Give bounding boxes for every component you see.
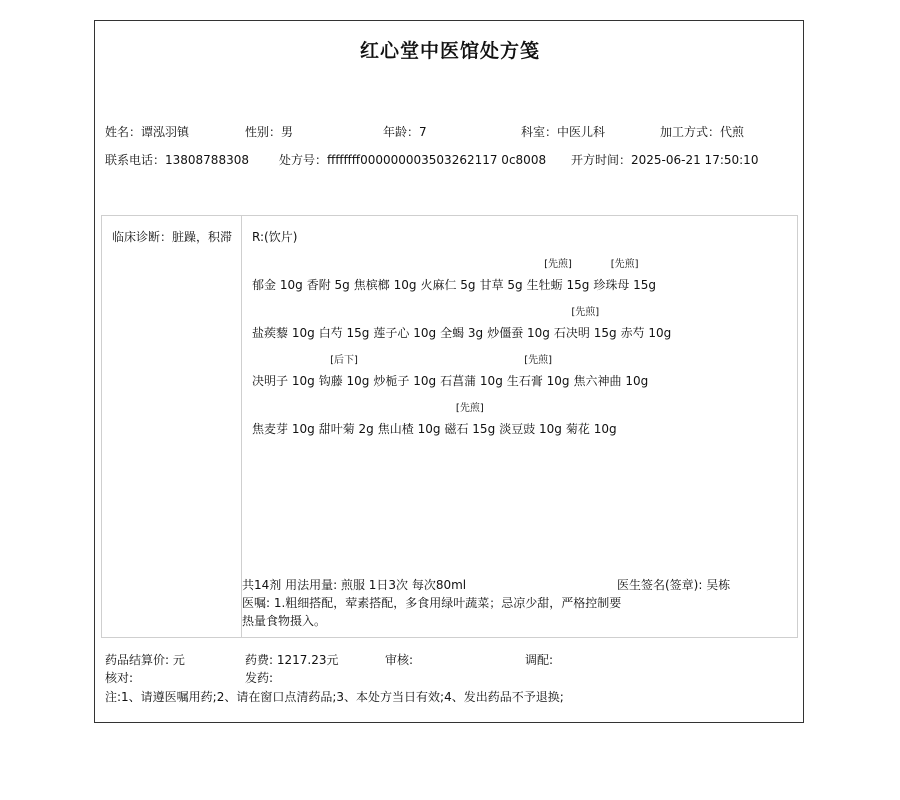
herb-row <box>252 355 652 389</box>
herb-item: 焦槟榔 10g <box>353 278 417 292</box>
document-title: 红心堂中医馆处方笺 <box>359 40 540 62</box>
processing-method: 加工方式：代煎 <box>660 125 745 139</box>
drug-fee: 药费: 1217.23元 <box>245 653 339 667</box>
usage-dosage: 共14剂 用法用量: 煎服 1日3次 每次80ml <box>242 578 467 592</box>
herb-item: 甜叶菊 2g <box>318 422 374 436</box>
herb-prep-note: [先煎] <box>524 355 553 366</box>
department: 科室：中医儿科 <box>521 125 606 139</box>
patient-name: 姓名：谭泓羽镇 <box>105 125 190 139</box>
herb-item: 钩藤 10g [后下] <box>319 372 370 389</box>
dispense-label: 调配: <box>525 653 554 667</box>
herb-item: 火麻仁 5g <box>420 278 476 292</box>
herb-prep-note: [先煎] <box>610 259 639 270</box>
herb-row <box>252 307 675 341</box>
patient-age: 年龄：7 <box>383 125 427 139</box>
herb-prep-note: [先煎] <box>455 403 484 414</box>
herb-item: 石决明 15g [先煎] <box>554 324 617 341</box>
column-divider <box>241 216 242 637</box>
footer-notes: 注:1、请遵医嘱用药;2、请在窗口点清药品;3、本处方当日有效;4、发出药品不予退换; <box>105 690 564 704</box>
herb-item: 全蝎 3g <box>440 326 484 340</box>
herb-item: 炒僵蚕 10g <box>487 326 550 340</box>
herb-item: 郁金 10g <box>252 278 303 292</box>
prescription-time: 开方时间：2025-06-21 17:50:10 <box>571 153 759 167</box>
medical-advice: 医嘱: 1.粗细搭配，荤素搭配，多食用绿叶蔬菜；忌凉少甜，严格控制要热量食物摄入。 <box>242 596 622 628</box>
review-label: 审核: <box>385 653 414 667</box>
rx-header: R:(饮片) <box>252 230 298 244</box>
herb-row <box>252 259 660 293</box>
herb-item: 焦麦芽 10g <box>252 422 315 436</box>
herb-item: 菊花 10g <box>565 422 617 436</box>
herb-item: 石菖蒲 10g <box>440 374 503 388</box>
herb-prep-note: [后下] <box>330 355 358 366</box>
contact-phone: 联系电话：13808788308 <box>105 153 249 167</box>
prescription-number: 处方号：ffffffff000000003503262117 0c8008 <box>279 153 547 167</box>
herb-prep-note: [先煎] <box>571 307 600 318</box>
herb-item: 甘草 5g <box>479 278 523 292</box>
check-label: 核对: <box>105 671 134 685</box>
clinical-diagnosis: 临床诊断：脏躁，积滞 <box>112 230 233 244</box>
settlement-price: 药品结算价: 元 <box>105 653 185 667</box>
herb-item: 焦山楂 10g <box>377 422 441 436</box>
herb-item: 磁石 15g [先煎] <box>444 420 495 437</box>
herb-prep-note: [先煎] <box>544 259 572 270</box>
herb-item: 生石膏 10g [先煎] <box>507 372 570 389</box>
herb-item: 赤芍 10g <box>620 326 672 340</box>
herb-item: 炒栀子 10g <box>373 374 437 388</box>
patient-gender: 性别：男 <box>245 125 294 139</box>
herb-item: 莲子心 10g <box>373 326 437 340</box>
doctor-signature: 医生签名(签章): 吴栋 <box>617 578 731 592</box>
herb-row <box>252 403 621 437</box>
herb-item: 香附 5g <box>306 278 350 292</box>
herb-item: 白芍 15g <box>318 326 370 340</box>
herb-item: 珍珠母 15g [先煎] <box>593 276 656 293</box>
herb-item: 盐蒺藜 10g <box>252 326 315 340</box>
herb-item: 生牡蛎 15g [先煎] <box>527 276 590 293</box>
herb-item: 决明子 10g <box>252 374 315 388</box>
herb-item: 焦六神曲 10g <box>573 374 649 388</box>
issue-label: 发药: <box>245 671 274 685</box>
herb-item: 淡豆豉 10g <box>499 422 562 436</box>
